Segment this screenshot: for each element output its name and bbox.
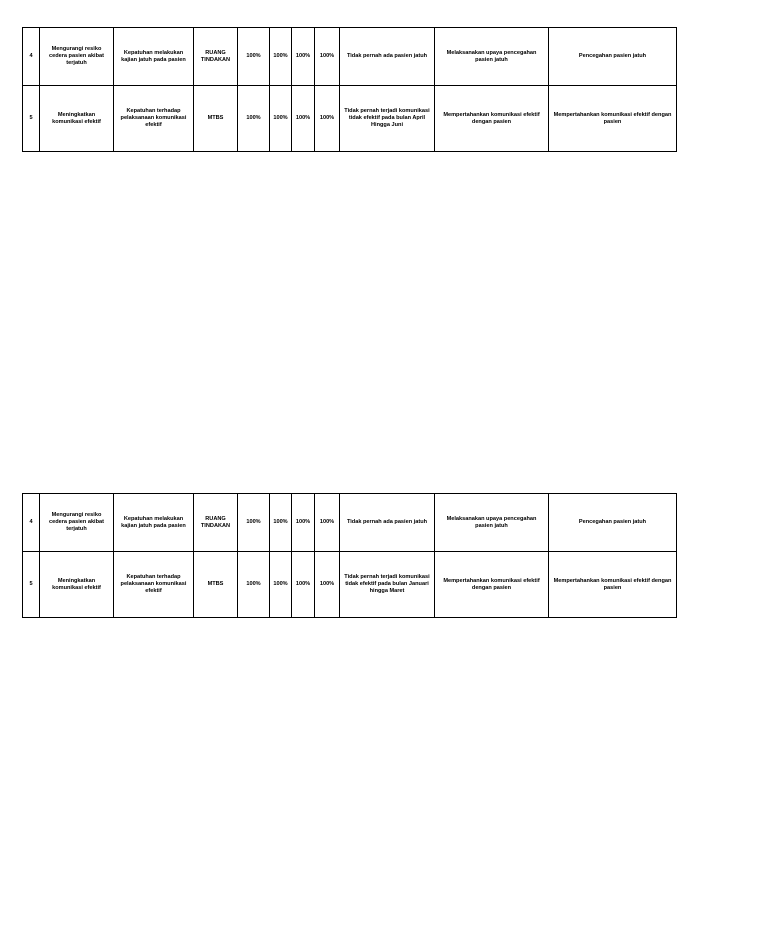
unit-cell: RUANG TINDAKAN [194,28,238,86]
percent-cell: 100% [238,28,270,86]
goal-cell: Mengurangi resiko cedera pasien akibat terjatuh [40,494,114,552]
percent-cell: 100% [292,28,315,86]
row-number: 4 [23,28,40,86]
percent-cell: 100% [292,494,315,552]
percent-cell: 100% [292,552,315,618]
plan-cell: Mempertahankan komunikasi efektif dengan pasien [549,552,677,618]
table-row [23,494,677,552]
row-number: 5 [23,86,40,152]
goal-cell: Mengurangi resiko cedera pasien akibat terjatuh [40,28,114,86]
action-cell: Mempertahankan komunikasi efektif dengan pasien [435,86,549,152]
goal-cell: Meningkatkan komunikasi efektif [40,552,114,618]
percent-cell: 100% [238,86,270,152]
note-cell: Tidak pernah terjadi komunikasi tidak efektif pada bulan Januari hingga Maret [340,552,435,618]
percent-cell: 100% [315,28,340,86]
table-row [23,552,677,618]
unit-cell: MTBS [194,552,238,618]
percent-cell: 100% [292,86,315,152]
row-number: 5 [23,552,40,618]
indicator-cell: Kepatuhan melakukan kajian jatuh pada pasien [114,494,194,552]
unit-cell: MTBS [194,86,238,152]
percent-cell: 100% [270,552,292,618]
table-row [23,28,677,86]
indicator-cell: Kepatuhan terhadap pelaksanaan komunikasi efektif [114,552,194,618]
percent-cell: 100% [315,494,340,552]
action-cell: Melaksanakan upaya pencegahan pasien jatuh [435,494,549,552]
plan-cell: Mempertahankan komunikasi efektif dengan pasien [549,86,677,152]
percent-cell: 100% [270,494,292,552]
unit-cell: RUANG TINDAKAN [194,494,238,552]
percent-cell: 100% [270,28,292,86]
note-cell: Tidak pernah ada pasien jatuh [340,28,435,86]
indicator-cell: Kepatuhan terhadap pelaksanaan komunikasi efektif [114,86,194,152]
indicator-cell: Kepatuhan melakukan kajian jatuh pada pasien [114,28,194,86]
percent-cell: 100% [315,552,340,618]
action-cell: Mempertahankan komunikasi efektif dengan pasien [435,552,549,618]
note-cell: Tidak pernah ada pasien jatuh [340,494,435,552]
row-number: 4 [23,494,40,552]
goal-cell: Meningkatkan komunikasi efektif [40,86,114,152]
plan-cell: Pencegahan pasien jatuh [549,28,677,86]
percent-cell: 100% [238,552,270,618]
indicator-table-1 [22,27,677,152]
plan-cell: Pencegahan pasien jatuh [549,494,677,552]
percent-cell: 100% [270,86,292,152]
percent-cell: 100% [315,86,340,152]
percent-cell: 100% [238,494,270,552]
note-cell: Tidak pernah terjadi komunikasi tidak efektif pada bulan April Hingga Juni [340,86,435,152]
indicator-table-2 [22,493,677,618]
table-row [23,86,677,152]
action-cell: Melaksanakan upaya pencegahan pasien jatuh [435,28,549,86]
